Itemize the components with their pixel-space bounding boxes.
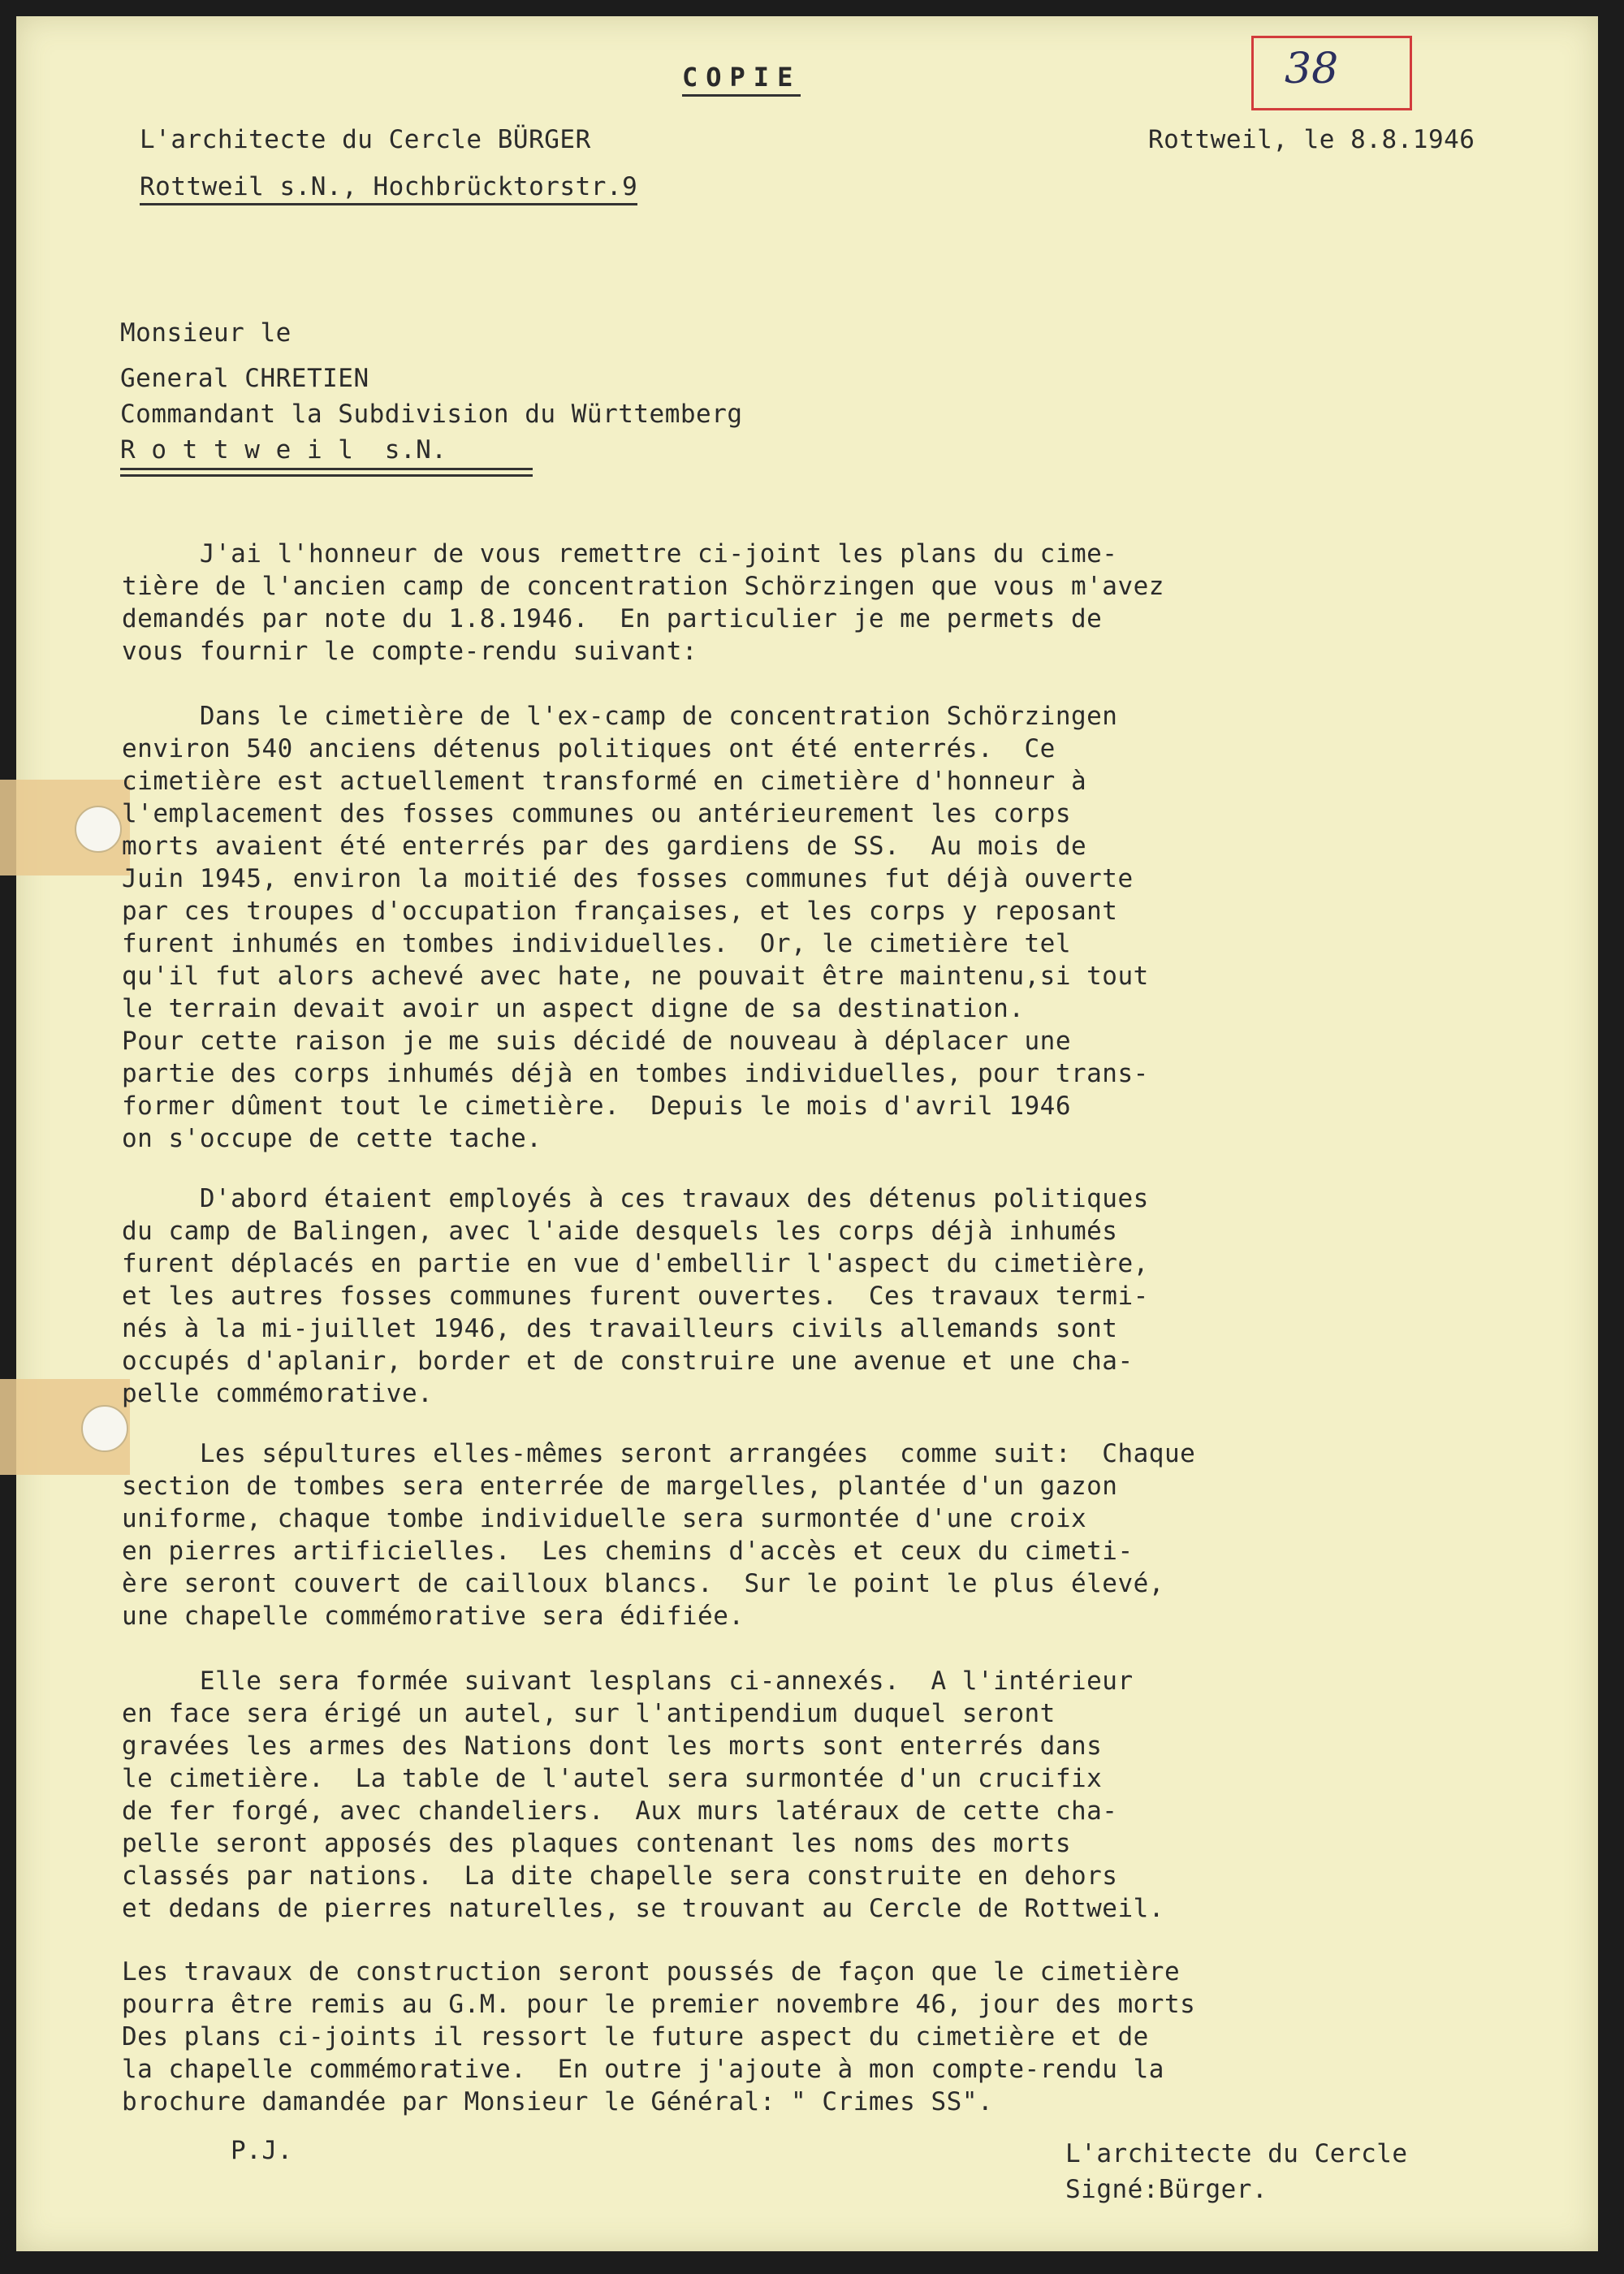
- recipient-city-underline-2: [120, 474, 533, 477]
- signature-title: L'architecte du Cercle: [1065, 2139, 1408, 2168]
- text-line: morts avaient été enterrés par des gardiens de SS. Au mois de: [122, 832, 1087, 861]
- text-line: ère seront couvert de cailloux blancs. Sur le point le plus élevé,: [122, 1569, 1164, 1598]
- text-line: furent inhumés en tombes individuelles. Or, le cimetière tel: [122, 929, 1071, 958]
- signature-name: Signé:Bürger.: [1065, 2175, 1268, 2204]
- text-line: l'emplacement des fosses communes ou antérieurement les corps: [122, 799, 1071, 828]
- sender-address: Rottweil s.N., Hochbrücktorstr.9: [140, 172, 637, 205]
- recipient-city: R o t t w e i l s.N.: [120, 435, 447, 465]
- text-line: une chapelle commémorative sera édifiée.: [122, 1602, 745, 1631]
- text-line: et dedans de pierres naturelles, se trouvant au Cercle de Rottweil.: [122, 1894, 1164, 1923]
- text-line: par ces troupes d'occupation françaises, et les corps y reposant: [122, 897, 1118, 926]
- text-line: environ 540 anciens détenus politiques ont été enterrés. Ce: [122, 734, 1056, 763]
- text-line: section de tombes sera enterrée de margelles, plantée d'un gazon: [122, 1472, 1118, 1501]
- recipient-title: Commandant la Subdivision du Württemberg: [120, 400, 743, 429]
- text-line: qu'il fut alors achevé avec hate, ne pouvait être maintenu,si tout: [122, 962, 1149, 991]
- text-line: pelle seront apposés des plaques contenant les noms des morts: [122, 1829, 1071, 1858]
- recipient-name: General CHRETIEN: [120, 364, 369, 393]
- enclosure-note: P.J.: [231, 2136, 293, 2165]
- text-line: pourra être remis au G.M. pour le premier novembre 46, jour des morts: [122, 1990, 1196, 2019]
- text-line: Dans le cimetière de l'ex-camp de concentration Schörzingen: [122, 702, 1118, 731]
- text-line: brochure damandée par Monsieur le Général: " Crimes SS".: [122, 2087, 994, 2116]
- text-line: gravées les armes des Nations dont les morts sont enterrés dans: [122, 1731, 1103, 1761]
- text-line: partie des corps inhumés déjà en tombes individuelles, pour trans-: [122, 1059, 1149, 1088]
- sender-line-1: L'architecte du Cercle BÜRGER: [140, 125, 591, 154]
- text-line: Juin 1945, environ la moitié des fosses communes fut déjà ouverte: [122, 864, 1134, 893]
- text-line: et les autres fosses communes furent ouvertes. Ces travaux termi-: [122, 1282, 1149, 1311]
- sender-line-2: [140, 171, 637, 203]
- recipient-city-underline-1: [120, 468, 533, 470]
- text-line: Pour cette raison je me suis décidé de nouveau à déplacer une: [122, 1027, 1071, 1056]
- text-line: cimetière est actuellement transformé en cimetière d'honneur à: [122, 767, 1087, 796]
- text-line: tière de l'ancien camp de concentration Schörzingen que vous m'avez: [122, 572, 1164, 601]
- text-line: en face sera érigé un autel, sur l'antipendium duquel seront: [122, 1699, 1056, 1728]
- text-line: du camp de Balingen, avec l'aide desquels les corps déjà inhumés: [122, 1217, 1118, 1246]
- text-line: vous fournir le compte-rendu suivant:: [122, 637, 698, 666]
- punch-hole-top: [75, 806, 122, 853]
- text-line: la chapelle commémorative. En outre j'ajoute à mon compte-rendu la: [122, 2055, 1164, 2084]
- document-title: COPIE: [682, 62, 801, 97]
- text-line: J'ai l'honneur de vous remettre ci-joint les plans du cime-: [122, 539, 1118, 568]
- letter-date: Rottweil, le 8.8.1946: [1148, 125, 1475, 154]
- text-line: former dûment tout le cimetière. Depuis le mois d'avril 1946: [122, 1092, 1071, 1121]
- text-line: Les travaux de construction seront poussés de façon que le cimetière: [122, 1957, 1181, 1987]
- text-line: demandés par note du 1.8.1946. En particulier je me permets de: [122, 604, 1103, 633]
- text-line: Les sépultures elles-mêmes seront arrangées comme suit: Chaque: [122, 1439, 1196, 1468]
- text-line: le terrain devait avoir un aspect digne de sa destination.: [122, 994, 1025, 1023]
- archive-number-stamp: [1251, 36, 1412, 110]
- text-line: classés par nations. La dite chapelle sera construite en dehors: [122, 1861, 1118, 1891]
- text-line: le cimetière. La table de l'autel sera surmontée d'un crucifix: [122, 1764, 1103, 1793]
- text-line: Des plans ci-joints il ressort le future aspect du cimetière et de: [122, 2022, 1149, 2051]
- text-line: de fer forgé, avec chandeliers. Aux murs latéraux de cette cha-: [122, 1796, 1118, 1826]
- text-line: on s'occupe de cette tache.: [122, 1124, 542, 1153]
- recipient-salutation: Monsieur le: [120, 318, 292, 348]
- text-line: nés à la mi-juillet 1946, des travailleurs civils allemands sont: [122, 1314, 1118, 1343]
- archive-number: 38: [1285, 45, 1339, 93]
- text-line: pelle commémorative.: [122, 1379, 434, 1408]
- text-line: occupés d'aplanir, border et de construire une avenue et une cha-: [122, 1347, 1134, 1376]
- text-line: uniforme, chaque tombe individuelle sera surmontée d'une croix: [122, 1504, 1087, 1533]
- text-line: en pierres artificielles. Les chemins d'accès et ceux du cimeti-: [122, 1537, 1134, 1566]
- text-line: D'abord étaient employés à ces travaux des détenus politiques: [122, 1184, 1149, 1213]
- text-line: Elle sera formée suivant lesplans ci-annexés. A l'intérieur: [122, 1667, 1134, 1696]
- text-line: furent déplacés en partie en vue d'embellir l'aspect du cimetière,: [122, 1249, 1149, 1278]
